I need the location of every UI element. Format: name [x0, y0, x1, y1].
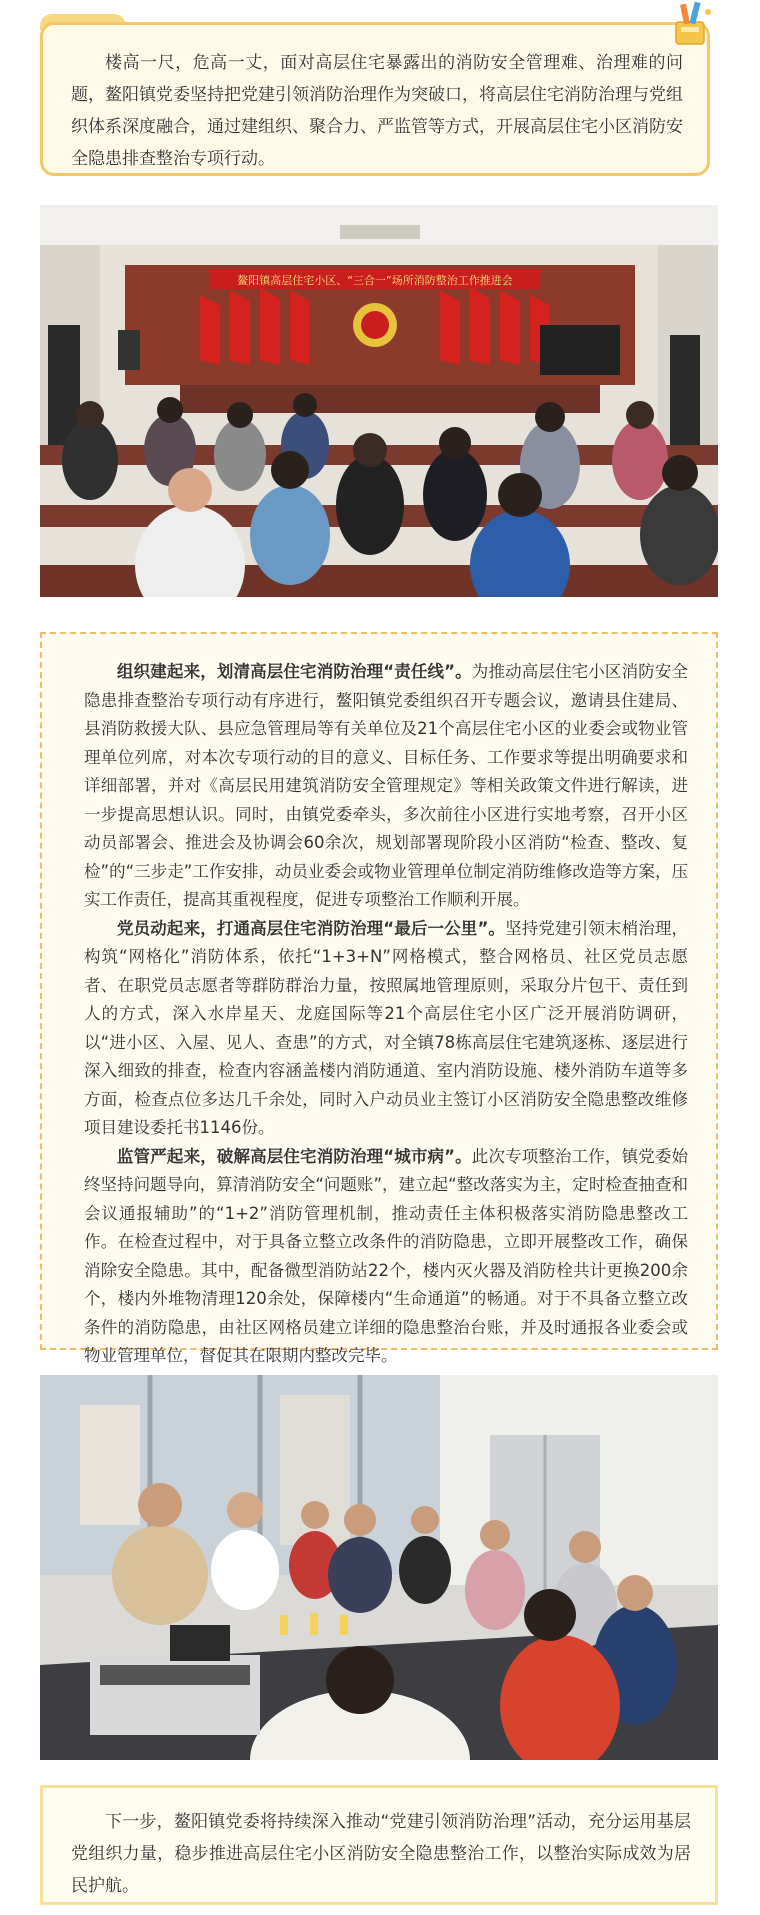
section-supervision-text: 此次专项整治工作，镇党委始终坚持问题导向，算清消防安全“问题账”，建立起“整改落实为主，定时检查抽查和会议通报辅助”的“1+2”消防管理机制，推动责任主体积极落实消防隐患整改工作。在检查过程中，对于具备立整立改条件的消防隐患，立即开展整改工作，确保消除安全隐患。其中，配备微型消防站22个，楼内灭火器及消防栓共计更换200余个，楼内外堆物清理120余处，保障楼内“生命通道”的畅通。对于不具备立整立改条件的消防隐患，由社区网格员建立详细的隐患整治台账，并及时通报各业委会或物业管理单位，督促其在限期内整改完毕。 [84, 1146, 688, 1365]
tv-screen [540, 325, 620, 375]
intro-paragraph: 楼高一尺，危高一丈，面对高层住宅暴露出的消防安全管理难、治理难的问题，鳌阳镇党委坚持把党建引领消防治理作为突破口，将高层住宅消防治理与党组织体系深度融合，通过建组织、聚合力、严监管等方式，开展高层住宅小区消防安全隐患排查整治专项行动。 [71, 53, 683, 169]
monitor [170, 1625, 230, 1661]
section-organization [84, 658, 688, 915]
section-supervision [84, 1143, 688, 1371]
meeting-banner-text: 鳌阳镇高层住宅小区、“三合一”场所消防整治工作推进会 [237, 274, 513, 287]
air-conditioner [340, 225, 420, 239]
pencil-cup-icon [668, 0, 716, 46]
intro-box [40, 22, 710, 176]
section-supervision-heading: 监管严起来，破解高层住宅消防治理“城市病”。 [117, 1146, 472, 1166]
speaker-right [670, 335, 700, 445]
inspection-photo [40, 1375, 718, 1760]
section-party-members-text: 坚持党建引领末梢治理，构筑“网格化”消防体系，依托“1+3+N”网格模式，整合网格员、社区党员志愿者、在职党员志愿者等群防群治力量，按照属地管理原则，采取分片包干、责任到人的方式，深入水岸星天、龙庭国际等21个高层住宅小区广泛开展消防调研，以“进小区、入屋、见人、查患”的方式，对全镇78栋高层住宅建筑逐栋、逐层进行深入细致的排查，检查内容涵盖楼内消防通道、室内消防设施、楼外消防车道等多方面，检查点位多达几千余处，同时入户动员业主签订小区消防安全隐患整改维修项目建设委托书1146份。 [84, 918, 688, 1137]
section-organization-text: 为推动高层住宅小区消防安全隐患排查整治专项行动有序进行，鳌阳镇党委组织召开专题会议，邀请县住建局、县消防救援大队、县应急管理局等有关单位及21个高层住宅小区的业委会或物业管理单位列席，对本次专项行动的目的意义、目标任务、工作要求等提出明确要求和详细部署，并对《高层民用建筑消防安全管理规定》等相关政策文件进行解读，进一步提高思想认识。同时，由镇党委牵头，多次前往小区进行实地考察，召开小区动员部署会、推进会及协调会60余次，规划部署现阶段小区消防“检查、整改、复检”的“三步走”工作安排，动员业委会或物业管理单位制定消防维修改造等方案，压实工作责任，提高其重视程度，促进专项整治工作顺利开展。 [84, 662, 688, 909]
main-text-box [40, 632, 718, 1365]
section-party-members [84, 915, 688, 1143]
section-organization-heading: 组织建起来，划清高层住宅消防治理“责任线”。 [117, 662, 472, 681]
closing-box [40, 1785, 718, 1905]
closing-paragraph: 下一步，鳌阳镇党委将持续深入推动“党建引领消防治理”活动，充分运用基层党组织力量，稳步推进高层住宅小区消防安全隐患整治工作，以整治实际成效为居民护航。 [71, 1812, 691, 1896]
section-party-members-heading: 党员动起来，打通高层住宅消防治理“最后一公里”。 [117, 918, 506, 938]
meeting-photo [40, 205, 718, 597]
main-text [84, 658, 688, 1371]
